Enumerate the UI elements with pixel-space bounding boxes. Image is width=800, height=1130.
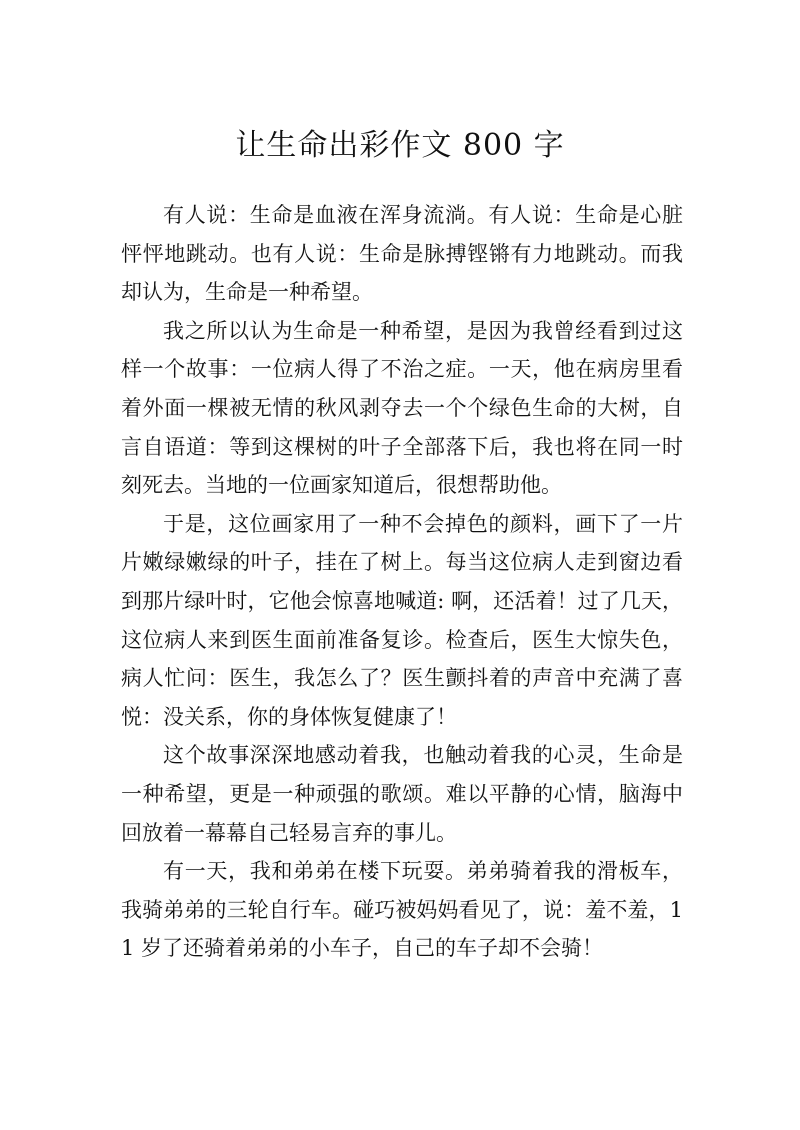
document-title: 让生命出彩作文 800 字	[235, 128, 565, 163]
paragraph: 这个故事深深地感动着我，也触动着我的心灵，生命是一种希望，更是一种顽强的歌颂。难以平静的心情，脑海中回放着一幕幕自己轻易言弃的事儿。	[121, 743, 683, 845]
paragraph: 于是，这位画家用了一种不会掉色的颜料，画下了一片片嫩绿嫩绿的叶子，挂在了树上。每当这位病人走到窗边看到那片绿叶时，它他会惊喜地喊道: 啊，还活着！过了几天，这位病人来到医生面前准备复诊。检查后，医生大惊失色，病人忙问：医生，我怎么了？医生颤抖着的声音中充满了喜悦：没关系，你的身体恢复健康了！	[121, 511, 683, 729]
paragraph: 有人说：生命是血液在浑身流淌。有人说：生命是心脏怦怦地跳动。也有人说：生命是脉搏铿锵有力地跳动。而我却认为，生命是一种希望。	[121, 203, 683, 305]
paragraph: 我之所以认为生命是一种希望，是因为我曾经看到过这样一个故事：一位病人得了不治之症。一天，他在病房里看着外面一棵被无情的秋风剥夺去一个个绿色生命的大树，自言自语道：等到这棵树的叶子全部落下后，我也将在同一时刻死去。当地的一位画家知道后，很想帮助他。	[121, 318, 683, 498]
document-body	[121, 196, 683, 968]
paragraph: 有一天，我和弟弟在楼下玩耍。弟弟骑着我的滑板车，我骑弟弟的三轮自行车。碰巧被妈妈看见了，说：羞不羞，11 岁了还骑着弟弟的小车子，自己的车子却不会骑！	[121, 859, 683, 961]
